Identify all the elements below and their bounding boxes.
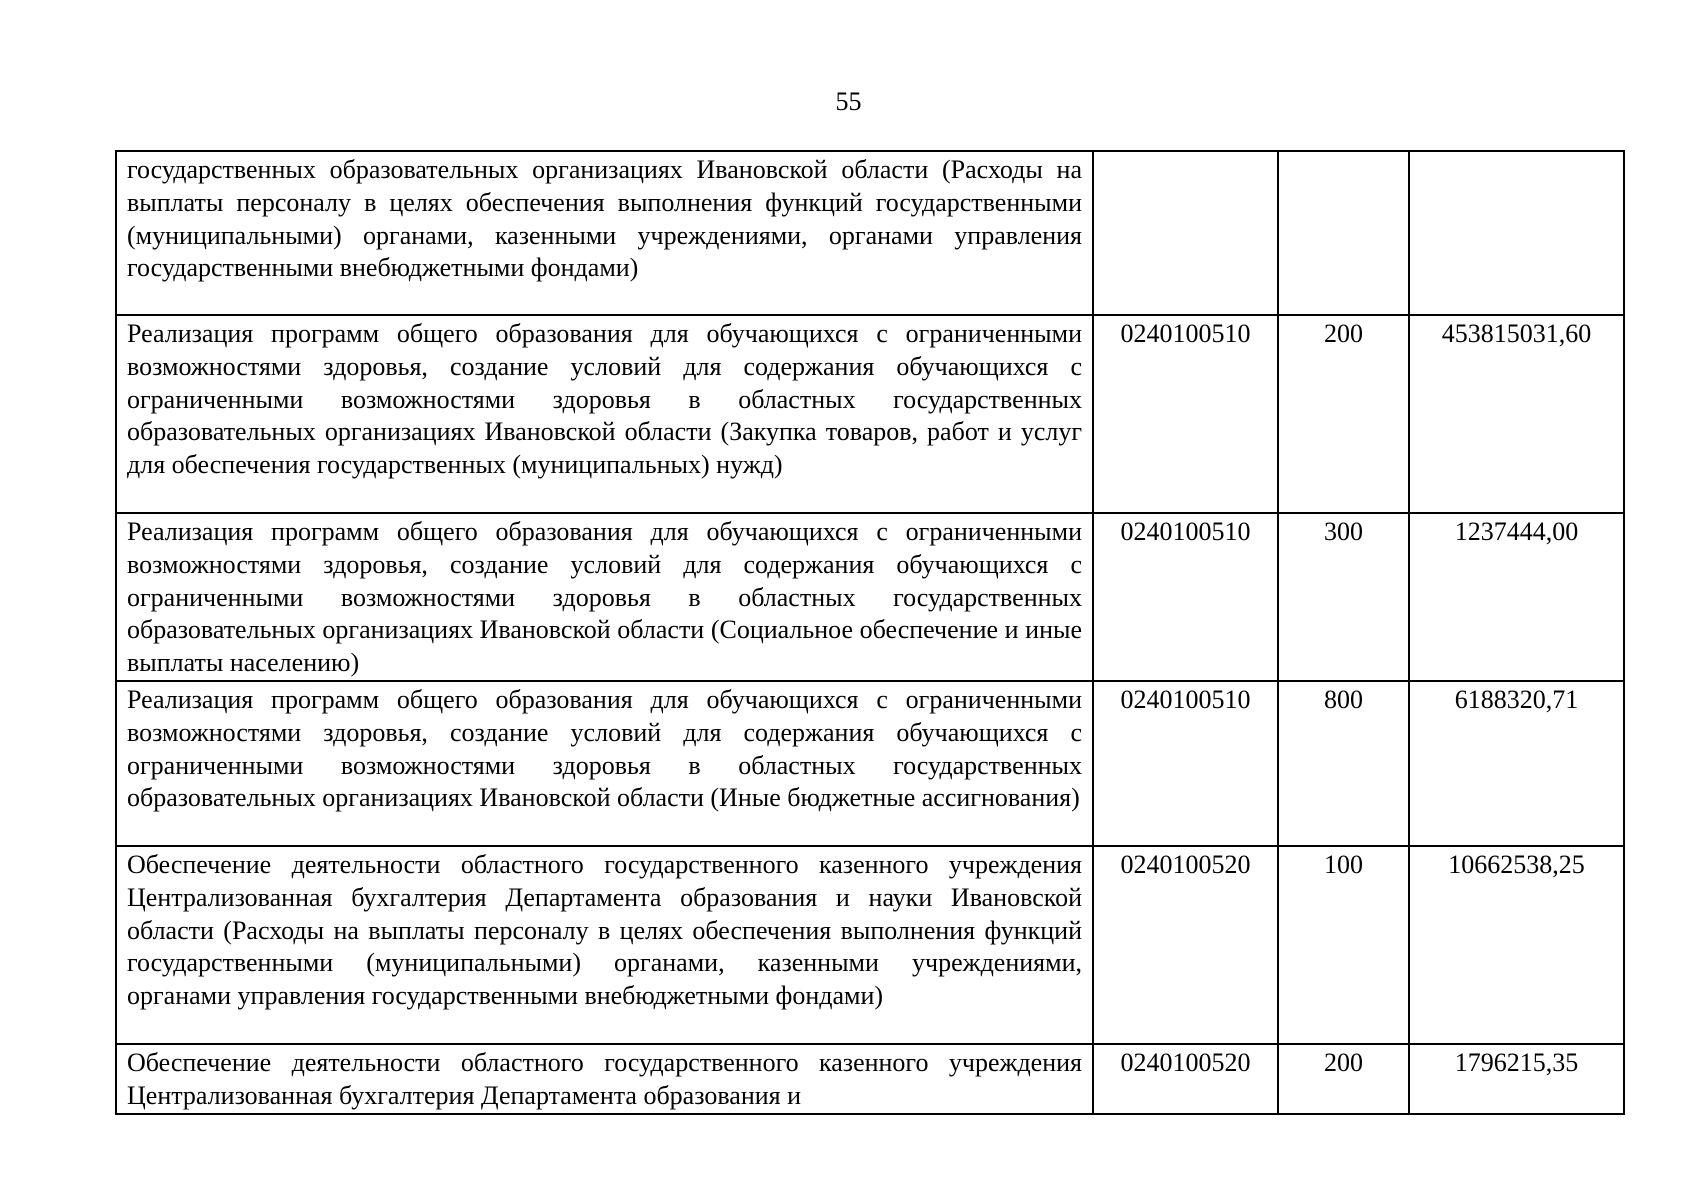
row-amount: 10662538,25 — [1409, 846, 1624, 1044]
row-description: Реализация программ общего образования для обучающихся с ограниченными возможностями здоровья, создание условий для содержания обучающихся с ограниченными возможностями здоровья в областных государственных образовательных организациях Ивановской области (Социальное обеспечение и иные выплаты населению) — [116, 513, 1093, 681]
row-target-code: 0240100520 — [1093, 1044, 1278, 1114]
row-expense-type: 100 — [1278, 846, 1409, 1044]
row-amount: 6188320,71 — [1409, 681, 1624, 846]
budget-table — [115, 150, 1625, 1115]
row-description: Реализация программ общего образования для обучающихся с ограниченными возможностями здоровья, создание условий для содержания обучающихся с ограниченными возможностями здоровья в областных государственных образовательных организациях Ивановской области (Иные бюджетные ассигнования) — [116, 681, 1093, 846]
table-row — [116, 1044, 1624, 1114]
row-amount: 453815031,60 — [1409, 315, 1624, 513]
row-target-code: 0240100510 — [1093, 681, 1278, 846]
row-amount: 1796215,35 — [1409, 1044, 1624, 1114]
row-amount: 1237444,00 — [1409, 513, 1624, 681]
row-expense-type: 200 — [1278, 315, 1409, 513]
row-expense-type: 300 — [1278, 513, 1409, 681]
table-row — [116, 315, 1624, 513]
table-row — [116, 513, 1624, 681]
row-expense-type: 200 — [1278, 1044, 1409, 1114]
row-expense-type — [1278, 151, 1409, 315]
row-target-code — [1093, 151, 1278, 315]
row-amount — [1409, 151, 1624, 315]
row-target-code: 0240100520 — [1093, 846, 1278, 1044]
row-target-code: 0240100510 — [1093, 513, 1278, 681]
page-number: 55 — [835, 87, 862, 116]
row-expense-type: 800 — [1278, 681, 1409, 846]
table-row — [116, 681, 1624, 846]
row-target-code: 0240100510 — [1093, 315, 1278, 513]
row-description: Обеспечение деятельности областного государственного казенного учреждения Централизованная бухгалтерия Департамента образования и — [116, 1044, 1093, 1114]
row-description: Реализация программ общего образования для обучающихся с ограниченными возможностями здоровья, создание условий для содержания обучающихся с ограниченными возможностями здоровья в областных государственных образовательных организациях Ивановской области (Закупка товаров, работ и услуг для обеспечения государственных (муниципальных) нужд) — [116, 315, 1093, 513]
table-row — [116, 151, 1624, 315]
row-description: Обеспечение деятельности областного государственного казенного учреждения Централизованная бухгалтерия Департамента образования и науки Ивановской области (Расходы на выплаты персоналу в целях обеспечения выполнения функций государственными (муниципальными) органами, казенными учреждениями, органами управления государственными внебюджетными фондами) — [116, 846, 1093, 1044]
table-row — [116, 846, 1624, 1044]
row-description: государственных образовательных организациях Ивановской области (Расходы на выплаты персоналу в целях обеспечения выполнения функций государственными (муниципальными) органами, казенными учреждениями, органами управления государственными внебюджетными фондами) — [116, 151, 1093, 315]
